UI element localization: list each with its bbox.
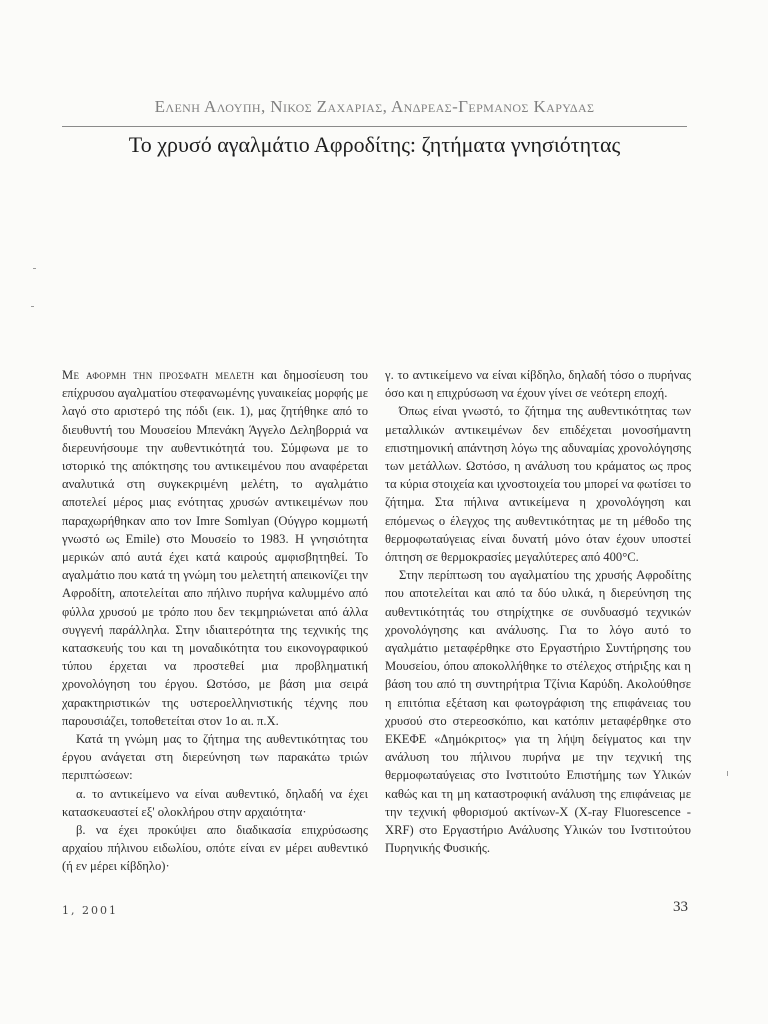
scan-speck xyxy=(33,268,36,269)
paragraph-lead-in: Με αφορμη την προσφατη μελετη xyxy=(62,368,255,382)
left-column xyxy=(62,366,368,876)
paragraph-case-c: γ. το αντικείμενο να είναι κίβδηλο, δηλαδή τόσο ο πυρήνας όσο και η επιχρύσωση να έχουν γίνει σε νεότερη εποχή. xyxy=(385,368,691,401)
paragraph-cases-intro: Κατά τη γνώμη μας το ζήτημα της αυθεντικότητας του έργου ανάγεται στη διερεύνηση των παρακάτω τριών περιπτώσεων: xyxy=(62,732,368,783)
paragraph-case-a: α. το αντικείμενο να είναι αυθεντικό, δηλαδή να έχει κατασκευαστεί εξ' ολοκλήρου στην αρχαιότητα· xyxy=(62,786,368,819)
article-title: Το χρυσό αγαλμάτιο Αφροδίτης: ζητήματα γνησιότητας xyxy=(128,132,621,157)
article-authors: Ελενη Αλουπη, Νικος Ζαχαριας, Ανδρεας-Γερμανος Καρυδας xyxy=(154,97,595,116)
paragraph-authenticity: Όπως είναι γνωστό, το ζήτημα της αυθεντικότητας των μεταλλικών αντικειμένων δεν επιδέχεται μονοσήμαντη επιστημονική απάντηση λόγω της αδυναμίας χρονολόγησης των μετάλλων. Ωστόσο, η ανάλυση του κράματος ως προς τα κύρια στοιχεία και ιχνοστοιχεία του μπορεί να φωτίσει το ζήτημα. Στα πήλινα αντικείμενα η χρονολόγηση και επόμενως ο έλεγχος της αυθεντικότητας με τη μέθοδο της θερμοφωταύγειας είναι δυνατή μόνο όταν έχουν υποστεί όπτηση σε θερμοκρασίες μεγαλύτερες από 400°C. xyxy=(385,404,691,565)
issue-label: 1, 2001 xyxy=(62,904,118,917)
right-column xyxy=(385,366,691,857)
scan-speck xyxy=(727,771,728,776)
header-rule xyxy=(62,126,687,127)
paragraph-intro xyxy=(62,366,368,730)
scan-speck xyxy=(31,306,34,307)
paragraph-case-b: β. να έχει προκύψει απο διαδικασία επιχρύσωσης αρχαίου πήλινου ειδωλίου, οπότε είναι εν μέρει αυθεντικό (ή εν μέρει κίβδηλο)· xyxy=(62,823,368,874)
page-number: 33 xyxy=(673,899,688,915)
paragraph-intro-text: και δημοσίευση του επίχρυσου αγαλματίου στεφανωμένης γυναικείας μορφής με λαγό στο αριστερό της πόδι (εικ. 1), μας ζητήθηκε από το διευθυντή του Μουσείου Μπενάκη Άγγελο Δεληβορριά να διερευνήσουμε την αυθεντικότητά του. Σύμφωνα με το ιστορικό της απόκτησης του αντικειμένου που αναφέρεται αναλυτικά στη συγκεκριμένη μελέτη, το αγαλμάτιο αποτελεί μέρος μιας ενότητας χρυσών αντικειμένων που παραχωρήθηκαν απο τον Imre Somlyan (Ούγγρο κομμωτή γνωστό ως Emile) στο Μουσείο το 1983. Η γνησιότητα μερικών από αυτά έχει κατά καιρούς αμφισβητηθεί. Το αγαλμάτιο που κατά τη γνώμη του μελετητή απεικονίζει την Αφροδίτη, αποτελείται απο πήλινο πυρήνα καλυμμένο από φύλλα χρυσού με τρόπο που δεν τεκμηριώνεται από άλλα συγγενή παράλληλα. Στην ιδιαιτερότητα της τεχνικής της κατασκευής του και τη μοναδικότητα του εικονογραφικού τύπου έρχεται να προστεθεί μια προβληματική χρονολόγηση του έργου. Ωστόσο, με βάση μια σειρά χαρακτηριστικών της υστεροελληνιστικής τέχνης που παρουσιάζει, τοποθετείται στον 1ο αι. π.Χ. xyxy=(62,368,369,728)
paragraph-methods: Στην περίπτωση του αγαλματίου της χρυσής Αφροδίτης που αποτελείται και από τα δύο υλικά, η διερεύνηση της αυθεντικότητάς του στηρίχτηκε σε συνδυασμό τεχνικών χρονολόγησης και ανάλυσης. Για το λόγο αυτό το αγαλμάτιο μεταφέρθηκε στο Εργαστήριο Συντήρησης του Μουσείου, όπου αποκολλήθηκε το στέλεχος στήριξης και η βάση του από τη συντηρήτρια Τζίνια Καρύδη. Ακολούθησε η επιτόπια εξέταση και φωτογράφιση της επιφάνειας του χρυσού στο στερεοσκόπιο, και κατόπιν μεταφέρθηκε στο ΕΚΕΦΕ «Δημόκριτος» για τη λήψη δείγματος και την ανάλυση του πήλινου πυρήνα με την τεχνική της θερμοφωταύγειας στο Ινστιτούτο Επιστήμης των Υλικών καθώς και τη μη καταστροφική ανάλυση της επιφάνειας με την τεχνική φθορισμού ακτίνων-Χ (X-ray Fluorescence - XRF) στο Εργαστήριο Ανάλυσης Υλικών του Ινστιτούτου Πυρηνικής Φυσικής. xyxy=(385,568,691,856)
